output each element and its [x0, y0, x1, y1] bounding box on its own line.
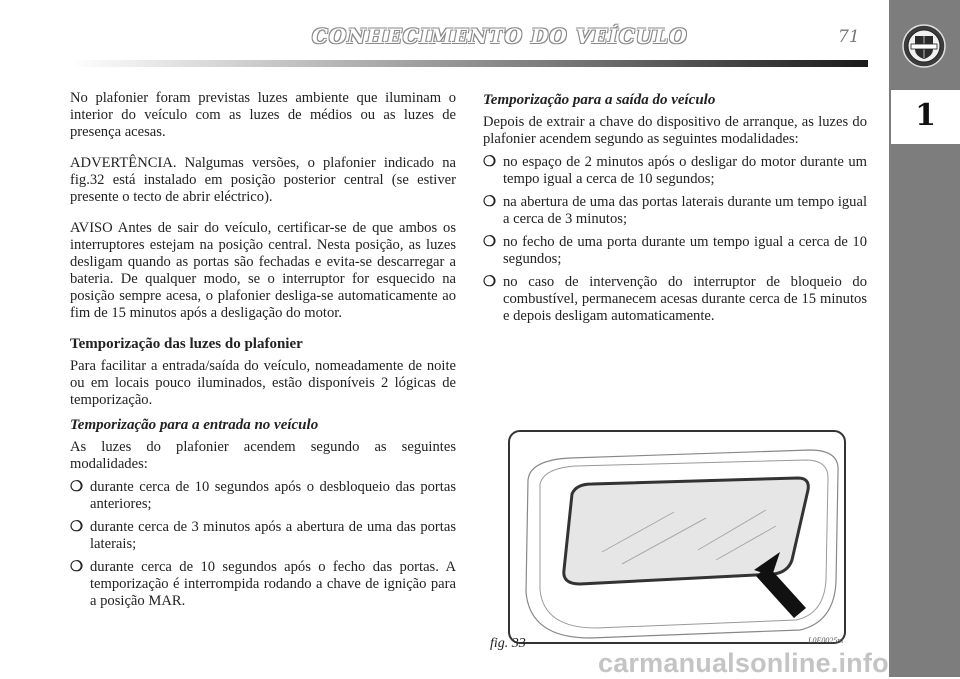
entry-bullet-list [70, 479, 456, 610]
chapter-number: 1 [915, 98, 936, 133]
chapter-box [891, 90, 960, 144]
figure-33-illustration [508, 430, 846, 644]
list-item: ❍ durante cerca de 10 segundos após o desbloqueio das portas anteriores; [70, 479, 456, 512]
notice-paragraph: AVISO Antes de sair do veículo, certificar-se de que ambos os interruptores estejam na posição central. Nesta posição, as luzes desligam quando as portas são fechadas e evita-se descarregar a bateria. De qualquer modo, se o interruptor for esquecido na posição sempre acesa, o plafonier desliga-se automaticamente ao fim de 15 minutos após a desligação do motor. [70, 220, 456, 321]
list-item: ❍ no fecho de uma porta durante um tempo igual a cerca de 10 segundos; [483, 234, 867, 267]
entry-paragraph: As luzes do plafonier acendem segundo as seguintes modalidades: [70, 439, 456, 472]
section-heading-timing: Temporização das luzes do plafonier [70, 336, 303, 352]
bullet-circle-icon: ❍ [483, 194, 497, 210]
list-item: ❍ durante cerca de 10 segundos após o fecho das portas. A temporização é interrompida rodando a chave de ignição para a posição MAR. [70, 559, 456, 609]
list-item: ❍ durante cerca de 3 minutos após a abertura de uma das portas laterais; [70, 519, 456, 552]
intro-paragraph: No plafonier foram previstas luzes ambiente que iluminam o interior do veículo com as luzes de médios ou as luzes de presença acesas. [70, 90, 456, 140]
bullet-circle-icon: ❍ [483, 234, 497, 250]
header-rule [70, 60, 868, 67]
bullet-circle-icon: ❍ [70, 559, 84, 575]
warning-paragraph: ADVERTÊNCIA. Nalgumas versões, o plafonier indicado na fig.32 está instalado em posição posterior central (se estiver presente o tecto de abrir eléctrico). [70, 155, 456, 205]
right-column [483, 92, 867, 331]
section-heading-exit: Temporização para a saída do veículo [483, 92, 716, 108]
section-heading-entry: Temporização para a entrada no veículo [70, 417, 319, 433]
left-column [70, 90, 456, 616]
lancia-logo-icon [902, 24, 946, 68]
ceiling-light-drawing [510, 432, 844, 642]
header-title: CONHECIMENTO DO VEÍCULO [312, 24, 688, 48]
bullet-circle-icon: ❍ [70, 519, 84, 535]
watermark: carmanualsonline.info [598, 648, 889, 678]
page-number: 71 [838, 27, 860, 47]
figure-code: L0E0025m [808, 636, 844, 645]
timing-paragraph: Para facilitar a entrada/saída do veículo, nomeadamente de noite ou em locais pouco iluminados, estão disponíveis 2 lógicas de temporização. [70, 358, 456, 408]
bullet-circle-icon: ❍ [483, 154, 497, 170]
exit-bullet-list [483, 154, 867, 325]
list-item: ❍ na abertura de uma das portas laterais durante um tempo igual a cerca de 3 minutos; [483, 194, 867, 227]
figure-label: fig. 33 [490, 636, 526, 651]
list-item: ❍ no caso de intervenção do interruptor de bloqueio do combustível, permanecem acesas durante cerca de 15 minutos e depois desligam automaticamente. [483, 274, 867, 324]
exit-paragraph: Depois de extrair a chave do dispositivo de arranque, as luzes do plafonier acendem segundo as seguintes modalidades: [483, 114, 867, 147]
bullet-circle-icon: ❍ [70, 479, 84, 495]
bullet-circle-icon: ❍ [483, 274, 497, 290]
list-item: ❍ no espaço de 2 minutos após o desligar do motor durante um tempo igual a cerca de 10 segundos; [483, 154, 867, 187]
